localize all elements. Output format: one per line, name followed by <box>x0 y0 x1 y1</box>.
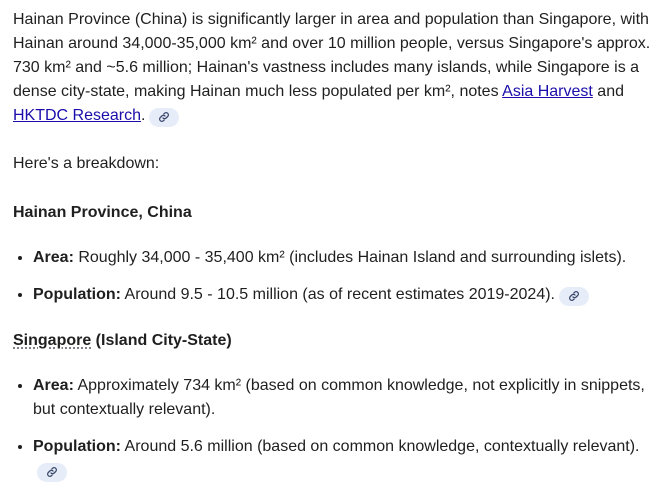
link-icon <box>568 290 580 302</box>
source-chip-hainan-population[interactable] <box>559 287 589 306</box>
singapore-heading-rest: (Island City-State) <box>91 332 232 349</box>
hainan-list <box>13 246 653 307</box>
hktdc-research-link[interactable]: HKTDC Research <box>13 107 142 124</box>
hainan-heading: Hainan Province, China <box>13 204 192 221</box>
population-label: Population: <box>33 286 121 303</box>
source-chip-singapore-population[interactable] <box>37 463 67 482</box>
area-text: Roughly 34,000 - 35,400 km² (includes Hainan Island and surrounding islets). <box>73 249 627 266</box>
singapore-list <box>13 374 653 483</box>
singapore-population-item <box>33 435 653 483</box>
singapore-heading <box>13 329 653 353</box>
area-text: Approximately 734 km² (based on common knowledge, not explicitly in snippets, but contextually relevant). <box>33 377 645 418</box>
population-text: Around 9.5 - 10.5 million (as of recent estimates 2019-2024). <box>120 286 555 303</box>
intro-and: and <box>592 83 624 100</box>
population-text: Around 5.6 million (based on common knowledge, contextually relevant). <box>120 438 640 455</box>
breakdown-intro: Here's a breakdown: <box>13 155 160 172</box>
hainan-population-item <box>33 283 653 307</box>
source-chip-intro[interactable] <box>149 108 179 127</box>
intro-end: . <box>141 107 146 124</box>
area-label: Area: <box>33 377 74 394</box>
hainan-area-item <box>33 246 653 270</box>
intro-text: Hainan Province (China) is significantly larger in area and population than Singapore, with Hainan around 34,000-35,000 km² and over 10 million people, versus Singapore's approx. 730 km² and ~5.6 million; Hainan's vastness includes many islands, while Singapore is a dense city-state, making Hainan much less populated per km², notes <box>13 11 651 100</box>
link-icon <box>46 466 58 478</box>
link-icon <box>158 111 170 123</box>
singapore-area-item <box>33 374 653 422</box>
intro-paragraph <box>13 8 653 128</box>
singapore-term[interactable]: Singapore <box>13 332 92 349</box>
asia-harvest-link[interactable]: Asia Harvest <box>502 83 593 100</box>
population-label: Population: <box>33 438 121 455</box>
area-label: Area: <box>33 249 74 266</box>
